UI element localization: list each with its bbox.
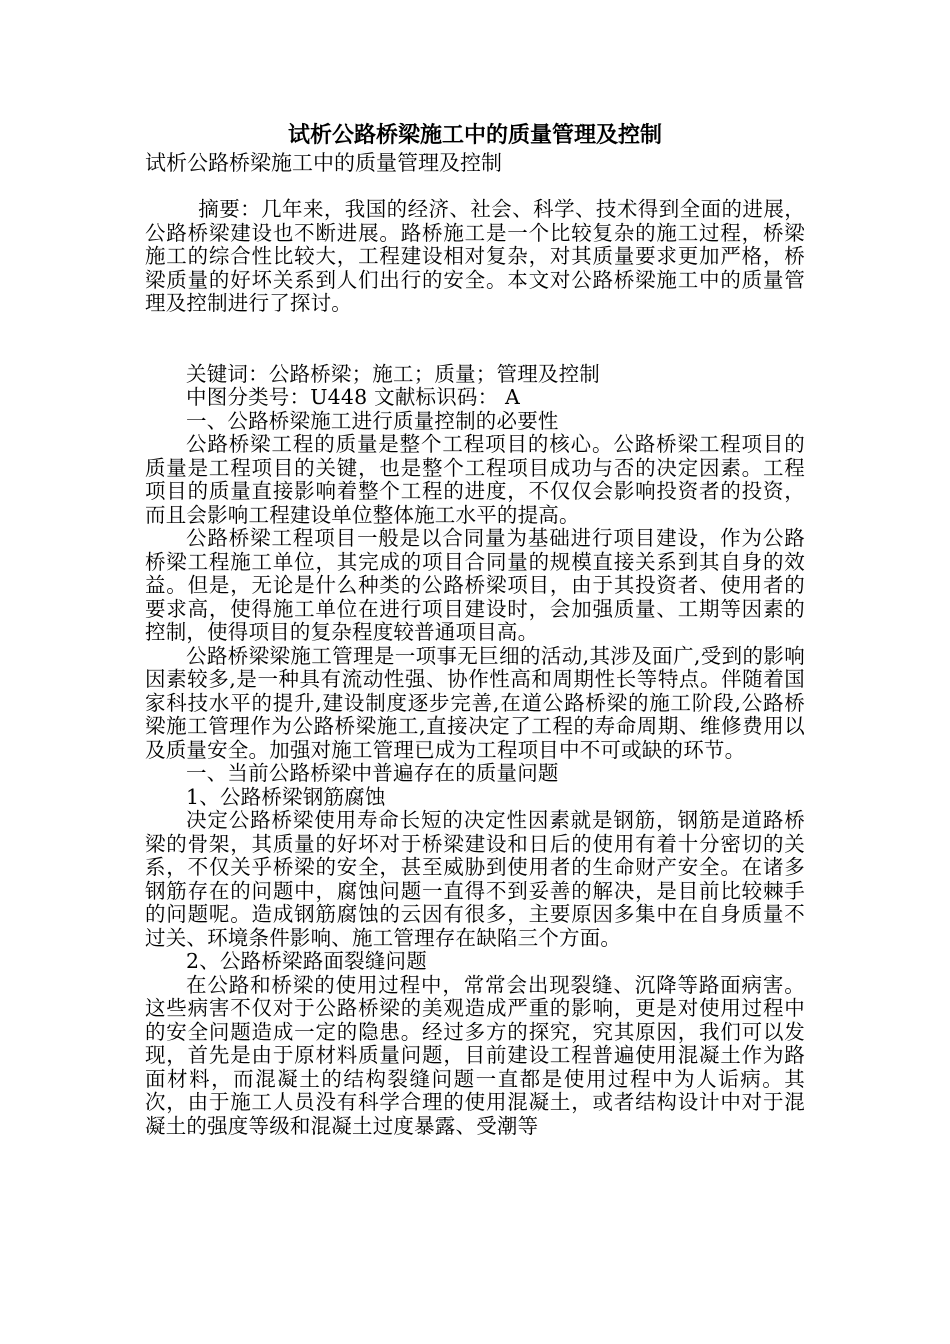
document-subtitle: 试析公路桥梁施工中的质量管理及控制 [145,151,502,175]
abstract-paragraph: 摘要：几年来，我国的经济、社会、科学、技术得到全面的进展，公路桥梁建设也不断进展。路桥施工是一个比较复杂的施工过程，桥梁施工的综合性比较大，工程建设相对复杂，对其质量要求更加严格，桥梁质量的好坏关系到人们出行的安全。本文对公路桥梁施工中的质量管理及控制进行了探讨。 [145,197,805,315]
subsection-heading-2: 2、公路桥梁路面裂缝问题 [186,949,427,973]
body-paragraph: 公路桥梁工程项目一般是以合同量为基础进行项目建设，作为公路桥梁工程施工单位，其完成的项目合同量的规模直接关系到其自身的效益。但是，无论是什么种类的公路桥梁项目，由于其投资者、使用者的要求高，使得施工单位在进行项目建设时，会加强质量、工期等因素的控制，使得项目的复杂程度较普通项目高。 [145,526,805,644]
body-paragraph: 决定公路桥梁使用寿命长短的决定性因素就是钢筋，钢筋是道路桥梁的骨架，其质量的好坏对于桥梁建设和日后的使用有着十分密切的关系，不仅关乎桥梁的安全，甚至威胁到使用者的生命财产安全。在诸多钢筋存在的问题中，腐蚀问题一直得不到妥善的解决，是目前比较棘手的问题呢。造成钢筋腐蚀的云因有很多，主要原因多集中在自身质量不过关、环境条件影响、施工管理存在缺陷三个方面。 [145,808,805,950]
body-paragraph: 在公路和桥梁的使用过程中，常常会出现裂缝、沉降等路面病害。这些病害不仅对于公路桥梁的美观造成严重的影响，更是对使用过程中的安全问题造成一定的隐患。经过多方的探究，究其原因，我们可以发现，首先是由于原材料质量问题，目前建设工程普遍使用混凝土作为路面材料，而混凝土的结构裂缝问题一直都是使用过程中为人诟病。其次，由于施工人员没有科学合理的使用混凝土，或者结构设计中对于混凝土的强度等级和混凝土过度暴露、受潮等 [145,972,805,1138]
subsection-heading-1: 1、公路桥梁钢筋腐蚀 [186,784,386,809]
document-title: 试析公路桥梁施工中的质量管理及控制 [287,123,662,148]
body-paragraph: 公路桥梁梁施工管理是一项事无巨细的活动,其涉及面广,受到的影响因素较多,是一种具有流动性强、协作性高和周期性长等特点。伴随着国家科技水平的提升,建设制度逐步完善,在道公路桥梁的施工阶段,公路桥梁施工管理作为公路桥梁施工,直接决定了工程的寿命周期、维修费用以及质量安全。加强对施工管理已成为工程项目中不可或缺的环节。 [145,643,805,762]
blank-line [145,316,805,363]
classification-line: 中图分类号：U448 文献标识码： A [186,385,521,409]
keywords-line: 关键词：公路桥梁；施工；质量；管理及控制 [186,361,600,386]
section-heading-1: 一、公路桥梁施工进行质量控制的必要性 [186,408,559,433]
section-heading-2: 一、当前公路桥梁中普遍存在的质量问题 [186,761,559,785]
body-paragraph: 公路桥梁工程的质量是整个工程项目的核心。公路桥梁工程项目的质量是工程项目的关键，也是整个工程项目成功与否的决定因素。工程项目的质量直接影响着整个工程的进度，不仅仅会影响投资者的投资，而且会影响工程建设单位整体施工水平的提高。 [145,432,805,527]
document-body [145,198,805,1138]
